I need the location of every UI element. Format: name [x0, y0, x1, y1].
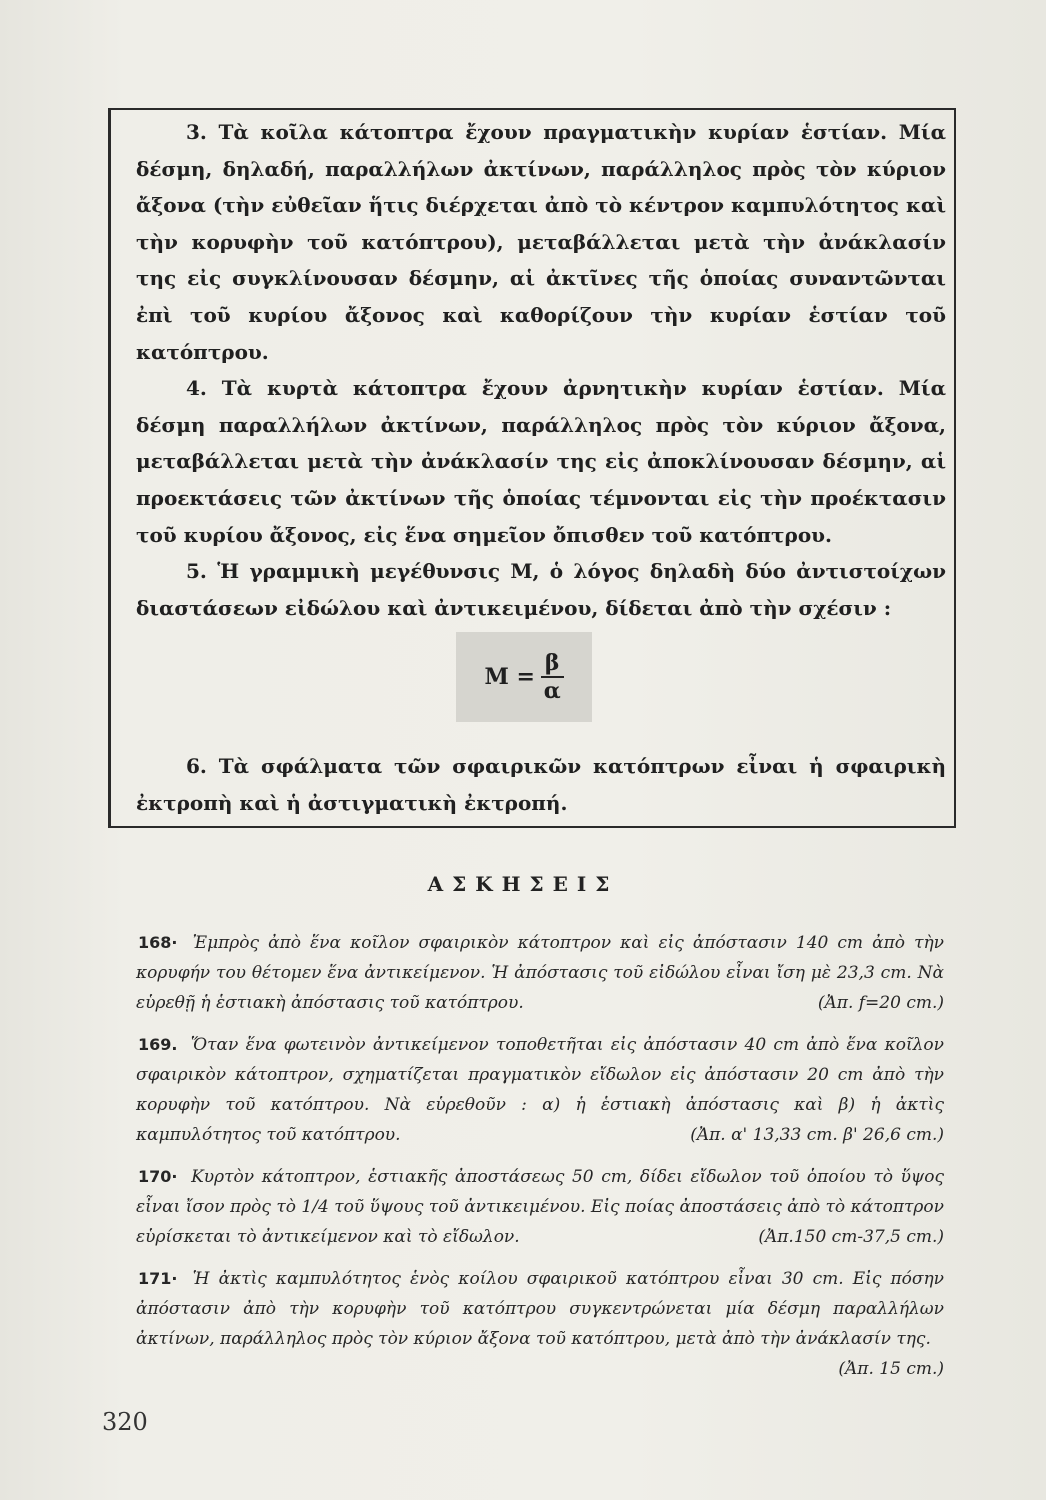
- exercise-number: 169.: [138, 1035, 178, 1054]
- formula-denominator: α: [543, 678, 561, 705]
- exercises-list: [136, 928, 944, 1396]
- exercise-171: [136, 1264, 944, 1384]
- magnification-formula: [456, 632, 592, 722]
- exercise-170: [136, 1162, 944, 1252]
- paragraph-6: 6. Τὰ σφάλματα τῶν σφαιρικῶν κατόπτρων εἶναι ἡ σφαιρικὴ ἐκτροπὴ καὶ ἡ ἀστιγματικὴ ἐκτροπή.: [136, 754, 946, 815]
- exercise-number: 170·: [138, 1167, 178, 1186]
- exercise-number: 171·: [138, 1269, 178, 1288]
- exercise-answer: (Ἀπ. f=20 cm.): [817, 993, 944, 1013]
- paragraph-5: 5. Ἡ γραμμικὴ μεγέθυνσις Μ, ὁ λόγος δηλαδὴ δύο ἀντιστοίχων διαστάσεων εἰδώλου καὶ ἀντικειμένου, δίδεται ἀπὸ τὴν σχέσιν :: [136, 559, 946, 620]
- formula-numerator: β: [541, 650, 564, 678]
- exercise-number: 168·: [138, 933, 178, 952]
- exercise-text: Ἐμπρὸς ἀπὸ ἕνα κοῖλον σφαιρικὸν κάτοπτρον καὶ εἰς ἀπόστασιν 140 cm ἀπὸ τὴν κορυφήν του θέτομεν ἕνα ἀντικείμενον. Ἡ ἀπόστασις τοῦ εἰδώλου εἶναι ἴση μὲ 23,3 cm. Νὰ εὑρεθῇ ἡ ἑστιακὴ ἀπόστασις τοῦ κατόπτρου.: [136, 933, 944, 1013]
- formula-area: [136, 632, 946, 742]
- exercise-text: Κυρτὸν κάτοπτρον, ἑστιακῆς ἀποστάσεως 50 cm, δίδει εἴδωλον τοῦ ὁποίου τὸ ὕψος εἶναι ἴσον πρὸς τὸ 1/4 τοῦ ὕψους τοῦ ἀντικειμένου. Εἰς ποίας ἀποστάσεις ἀπὸ τὸ κάτοπτρον εὑρίσκεται τὸ ἀντικείμενον καὶ τὸ εἴδωλον.: [136, 1167, 945, 1247]
- formula-fraction: [541, 650, 564, 704]
- paragraph-3: 3. Τὰ κοῖλα κάτοπτρα ἔχουν πραγματικὴν κυρίαν ἑστίαν. Μία δέσμη, δηλαδή, παραλλήλων ἀκτίνων, παράλληλος πρὸς τὸν κύριον ἄξονα (τὴν εὐθεῖαν ἥτις διέρχεται ἀπὸ τὸ κέντρον καμπυλότητος καὶ τὴν κορυφὴν τοῦ κατόπτρου), μεταβάλλεται μετὰ τὴν ἀνάκλασίν της εἰς συγκλίνουσαν δέσμην, αἱ ἀκτῖνες τῆς ὁποίας συναντῶνται ἐπὶ τοῦ κυρίου ἄξονος καὶ καθορίζουν τὴν κυρίαν ἑστίαν τοῦ κατόπτρου.: [136, 120, 946, 364]
- exercise-answer: (Ἀπ. 15 cm.): [838, 1359, 944, 1379]
- exercise-169: [136, 1030, 944, 1150]
- paragraph-4: 4. Τὰ κυρτὰ κάτοπτρα ἔχουν ἀρνητικὴν κυρίαν ἑστίαν. Μία δέσμη παραλλήλων ἀκτίνων, παράλληλος πρὸς τὸν κύριον ἄξονα, μεταβάλλεται μετὰ τὴν ἀνάκλασίν της εἰς ἀποκλίνουσαν δέσμην, αἱ προεκτάσεις τῶν ἀκτίνων τῆς ὁποίας τέμνονται εἰς τὴν προέκτασιν τοῦ κυρίου ἄξονος, εἰς ἕνα σημεῖον ὄπισθεν τοῦ κατόπτρου.: [136, 376, 946, 547]
- exercise-answer: (Ἀπ. α' 13,33 cm. β' 26,6 cm.): [690, 1125, 944, 1145]
- exercise-text: Ἡ ἀκτὶς καμπυλότητος ἑνὸς κοίλου σφαιρικοῦ κατόπτρου εἶναι 30 cm. Εἰς πόσην ἀπόστασιν ἀπὸ τὴν κορυφὴν τοῦ κατόπτρου συγκεντρώνεται μία δέσμη παραλλήλων ἀκτίνων, παράλληλος πρὸς τὸν κύριον ἄξονα τοῦ κατόπτρου, μετὰ ἀπὸ τὴν ἀνάκλασίν της.: [136, 1269, 945, 1349]
- formula-lhs: M =: [484, 664, 535, 691]
- exercise-text: Ὅταν ἕνα φωτεινὸν ἀντικείμενον τοποθετῆται εἰς ἀπόστασιν 40 cm ἀπὸ ἕνα κοῖλον σφαιρικὸν κάτοπτρον, σχηματίζεται πραγματικὸν εἴδωλον εἰς ἀπόστασιν 20 cm ἀπὸ τὴν κορυφὴν τοῦ κατόπτρου. Νὰ εὑρεθοῦν : α) ἡ ἑστιακὴ ἀπόστασις καὶ β) ἡ ἀκτὶς καμπυλότητος τοῦ κατόπτρου.: [136, 1035, 944, 1145]
- exercise-168: [136, 928, 944, 1018]
- page-number: 320: [102, 1408, 148, 1436]
- summary-text: [136, 114, 946, 822]
- exercise-answer: (Ἀπ.150 cm-37,5 cm.): [758, 1227, 944, 1247]
- exercises-heading: ΑΣΚΗΣΕΙΣ: [427, 872, 619, 896]
